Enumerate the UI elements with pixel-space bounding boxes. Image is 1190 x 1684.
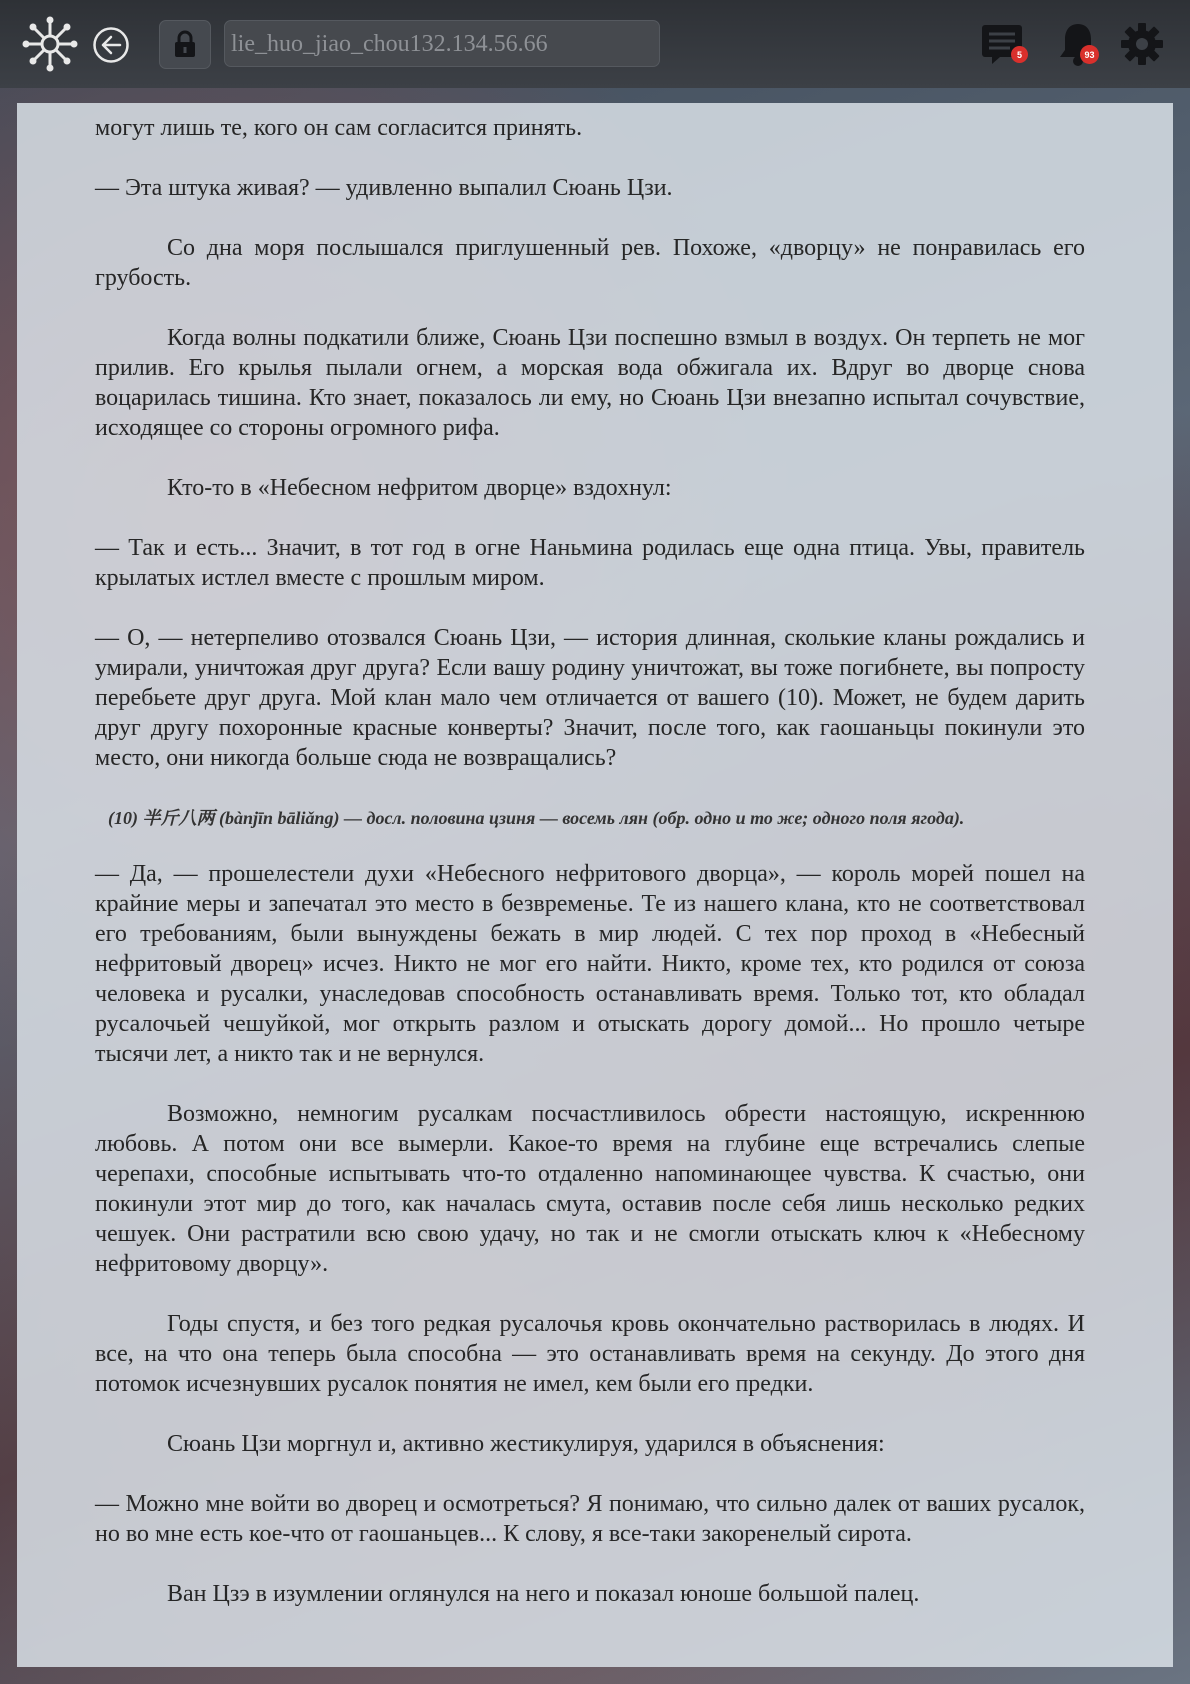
messages-count-badge: 5 xyxy=(1011,46,1028,63)
paragraph: Ван Цзэ в изумлении оглянулся на него и показал юноше большой палец. xyxy=(167,1581,920,1607)
paragraph: Со дна моря послышался приглушенный рев. Похоже, «дворцу» не понравилась его грубость. xyxy=(95,235,1085,291)
network-icon[interactable] xyxy=(22,16,78,72)
paragraph: — Да, — прошелестели духи «Небесного нефритового дворца», — король морей пошел на крайние меры и запечатал это место в безвременье. Те из нашего клана, кто не соответствовал его требованиям, были вынуждены бежать в мир людей. С тех пор проход в «Небесный нефритовый дворец» исчез. Никто не мог его найти. Никто, кроме тех, кто родился от союза человека и русалки, унаследовав способность останавливать время. Только тот, кто обладал русалочьей чешуйкой, мог открыть разлом и отыскать дорогу домой... Но прошло четыре тысячи лет, а никто так и не вернулся. xyxy=(95,861,1085,1067)
footnote: (10) 半斤八两 (bànjīn bāliǎng) — досл. половина цзиня — восемь лян (обр. одно и то же; одного поля ягода). xyxy=(108,808,965,828)
paragraph: — Эта штука живая? — удивленно выпалил Сюань Цзи. xyxy=(95,175,673,201)
paragraph: Когда волны подкатили ближе, Сюань Цзи поспешно взмыл в воздух. Он терпеть не мог прилив. Его крылья пылали огнем, а морская вода обжигала их. Вдруг во дворце снова воцарилась тишина. Кто знает, показалось ли ему, но Сюань Цзи внезапно испытал сочувствие, исходящее со стороны огромного рифа. xyxy=(95,325,1085,441)
paragraph: Кто-то в «Небесном нефритом дворце» вздохнул: xyxy=(167,475,672,501)
lock-button[interactable] xyxy=(159,20,211,69)
paragraph: могут лишь те, кого он сам согласится принять. xyxy=(95,115,583,141)
address-bar[interactable] xyxy=(224,20,660,67)
lock-icon xyxy=(170,29,200,59)
notifications-count-badge: 93 xyxy=(1080,45,1099,64)
paragraph: Годы спустя, и без того редкая русалочья кровь окончательно растворилась в людях. И все, на что она теперь была способна — это останавливать время на секунду. До этого дня потомок исчезнувших русалок понятия не имел, кем были его предки. xyxy=(95,1311,1085,1397)
paragraph: — Можно мне войти во дворец и осмотреться? Я понимаю, что сильно далек от ваших русалок, но во мне есть кое-что от гаошаньцев... К слову, я все-таки закоренелый сирота. xyxy=(95,1491,1085,1547)
paragraph: — Так и есть... Значит, в тот год в огне Наньмина родилась еще одна птица. Увы, правитель крылатых истлел вместе с прошлым миром. xyxy=(95,535,1085,591)
reader-page xyxy=(17,103,1173,1667)
url-input[interactable] xyxy=(229,21,663,68)
paragraph: Сюань Цзи моргнул и, активно жестикулируя, ударился в объяснения: xyxy=(167,1431,885,1457)
gear-icon[interactable] xyxy=(1120,22,1164,66)
back-arrow-icon[interactable] xyxy=(92,26,130,64)
paragraph: Возможно, немногим русалкам посчастливилось обрести настоящую, искреннюю любовь. А потом они все вымерли. Какое-то время на глубине еще встречались слепые черепахи, способные испытывать что-то отдаленно напоминающее чувства. К счастью, они покинули этот мир до того, как началась смута, оставив после себя лишь несколько редких чешуек. Они растратили всю свою удачу, но так и не смогли отыскать ключ к «Небесному нефритовому дворцу». xyxy=(95,1101,1085,1277)
paragraph: — О, — нетерпеливо отозвался Сюань Цзи, — история длинная, сколькие кланы рождались и умирали, уничтожая друг друга? Если вашу родину уничтожат, вы тоже погибнете, вы попросту перебьете друг друга. Мой клан мало чем отличается от вашего (10). Может, не будем дарить друг другу похоронные красные конверты? Значит, после того, как гаошаньцы покинули это место, они никогда больше сюда не возвращались? xyxy=(95,625,1085,771)
top-toolbar xyxy=(0,0,1190,88)
